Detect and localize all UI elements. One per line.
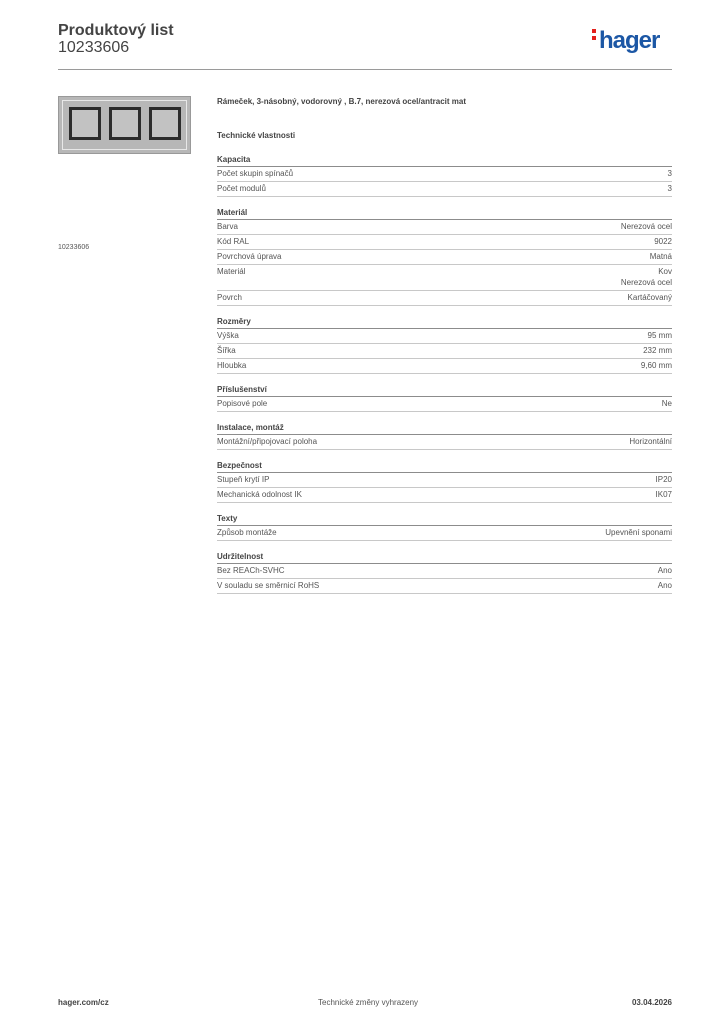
property-value: 9022 [654, 237, 672, 246]
property-row [217, 167, 672, 182]
property-section [217, 207, 672, 306]
property-label: Materiál [217, 267, 246, 276]
property-row [217, 473, 672, 488]
property-section [217, 460, 672, 503]
product-image [58, 96, 191, 154]
section-title: Udržitelnost [217, 551, 672, 564]
frame-opening-1 [69, 107, 101, 140]
property-section [217, 154, 672, 197]
property-value: Ne [661, 399, 672, 408]
property-value: Upevnění sponami [605, 528, 672, 537]
section-title: Bezpečnost [217, 460, 672, 473]
footer-website-link[interactable]: hager.com/cz [58, 998, 109, 1007]
property-row [217, 488, 672, 503]
property-row [217, 359, 672, 374]
property-value: 95 mm [647, 331, 672, 340]
property-row [217, 291, 672, 306]
section-title: Rozměry [217, 316, 672, 329]
property-label: Počet skupin spínačů [217, 169, 294, 178]
footer-date: 03.04.2026 [631, 998, 672, 1007]
property-value: 232 mm [643, 346, 672, 355]
image-caption: 10233606 [58, 244, 90, 251]
property-row [217, 265, 672, 291]
property-value: 9,60 mm [640, 361, 672, 370]
property-section [217, 384, 672, 412]
property-section [217, 316, 672, 374]
property-value: Matná [649, 252, 672, 261]
product-code: 10233606 [58, 39, 130, 56]
property-label: Šířka [217, 346, 236, 355]
header-divider [58, 69, 672, 70]
properties-sections [217, 154, 672, 594]
property-value: Kov Nerezová ocel [620, 267, 672, 287]
section-title: Kapacita [217, 154, 672, 167]
frame-opening-3 [149, 107, 181, 140]
section-title: Příslušenství [217, 384, 672, 397]
property-label: Barva [217, 222, 238, 231]
property-value: 3 [667, 169, 672, 178]
property-row [217, 250, 672, 265]
property-value: 3 [667, 184, 672, 193]
section-title: Instalace, montáž [217, 422, 672, 435]
property-label: Kód RAL [217, 237, 250, 246]
section-title: Texty [217, 513, 672, 526]
page-title: Produktový list [58, 22, 174, 39]
property-section [217, 513, 672, 541]
footer-note: Technické změny vyhrazeny [318, 998, 419, 1007]
property-row [217, 435, 672, 450]
property-value: Kartáčovaný [627, 293, 672, 302]
property-row [217, 329, 672, 344]
property-label: Povrch [217, 293, 242, 302]
property-label: Počet modulů [217, 184, 266, 193]
property-label: Způsob montáže [217, 528, 277, 537]
property-row [217, 220, 672, 235]
property-label: Bez REACh-SVHC [217, 566, 285, 575]
property-label: Hloubka [217, 361, 247, 370]
property-row [217, 235, 672, 250]
section-title: Materiál [217, 207, 672, 220]
property-label: Stupeň krytí IP [217, 475, 270, 484]
product-content [217, 96, 672, 594]
property-value: Horizontální [629, 437, 672, 446]
property-label: Mechanická odolnost IK [217, 490, 302, 499]
product-description: Rámeček, 3-násobný, vodorovný , B.7, nerezová ocel/antracit mat [217, 97, 466, 106]
property-value: IK07 [655, 490, 672, 499]
property-label: Popisové pole [217, 399, 268, 408]
property-value: Ano [657, 566, 672, 575]
property-value: IP20 [655, 475, 672, 484]
property-section [217, 551, 672, 594]
property-section [217, 422, 672, 450]
property-label: Výška [217, 331, 239, 340]
property-row [217, 579, 672, 594]
property-label: V souladu se směrnicí RoHS [217, 581, 320, 590]
technical-properties-title: Technické vlastnosti [217, 131, 296, 140]
property-row [217, 397, 672, 412]
logo-text: hager [599, 27, 660, 54]
property-label: Montážní/připojovací poloha [217, 437, 318, 446]
logo-dots-icon [592, 29, 597, 43]
property-row [217, 526, 672, 541]
property-row [217, 344, 672, 359]
property-row [217, 564, 672, 579]
property-value: Nerezová ocel [620, 222, 672, 231]
property-value: Ano [657, 581, 672, 590]
hager-logo [592, 27, 659, 55]
frame-opening-2 [109, 107, 141, 140]
property-label: Povrchová úprava [217, 252, 282, 261]
property-row [217, 182, 672, 197]
